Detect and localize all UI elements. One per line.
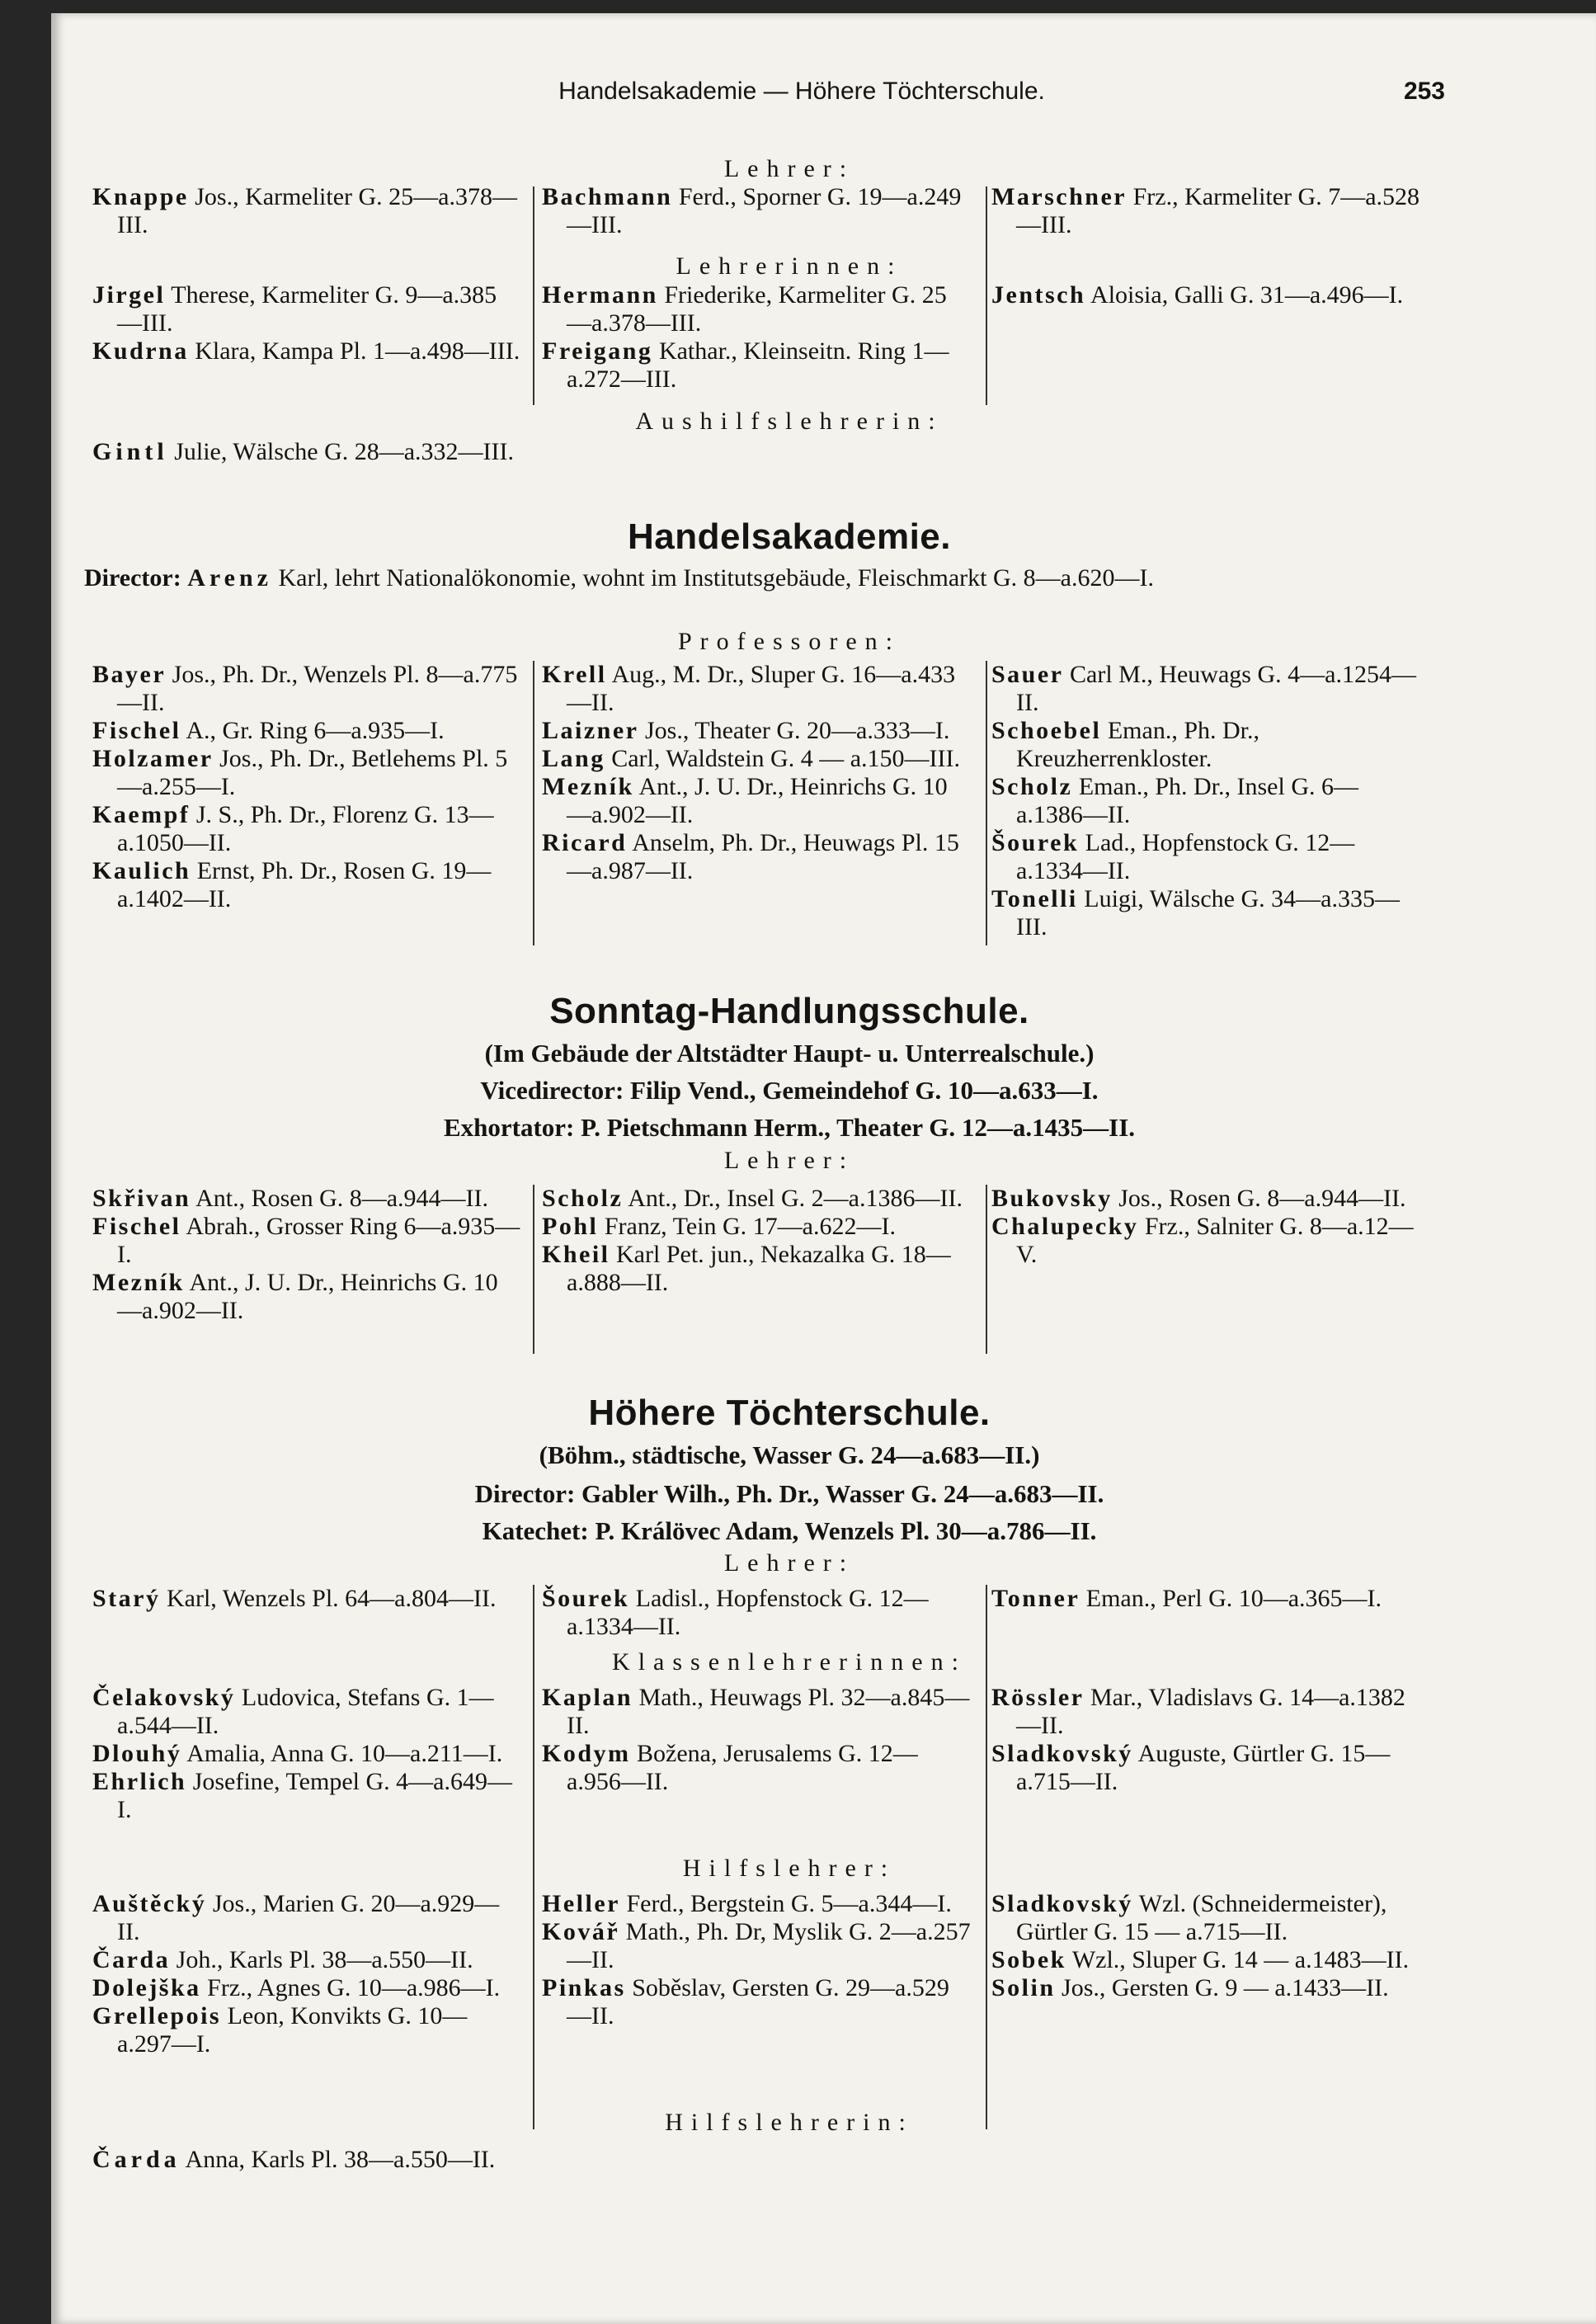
column-rule — [986, 661, 987, 945]
entry-text: Karl, Wenzels Pl. 64—a.804—II. — [167, 1585, 497, 1612]
entry-name: Tonelli — [991, 885, 1078, 912]
entry-name: Skřivan — [92, 1185, 191, 1212]
entry-name: Kaulich — [92, 857, 191, 884]
entry-name: Tonner — [991, 1585, 1080, 1612]
scanned-page — [51, 13, 1596, 2324]
entry-text: Carl M., Heuwags G. 4—a.1254—II. — [1016, 661, 1416, 716]
entry-text: Leon, Konvikts G. 10—a.297—I. — [117, 2002, 468, 2058]
list-item — [542, 717, 971, 745]
s4-kl-col2 — [542, 1684, 971, 1796]
entry-text: Math., Heuwags Pl. 32—a.845—II. — [567, 1684, 970, 1739]
entry-text: Eman., Perl G. 10—a.365—I. — [1085, 1585, 1382, 1612]
entry-text: Ant., J. U. Dr., Heinrichs G. 10—a.902—II. — [117, 1269, 498, 1324]
vicedirector-line: Vicedirector: Filip Vend., Gemeindehof G. 10—a.633—I. — [480, 1076, 1099, 1105]
running-head: Handelsakademie — Höhere Töchterschule. — [558, 78, 1045, 105]
entry-name: Ricard — [542, 829, 628, 856]
list-item — [542, 661, 971, 717]
director-line — [84, 564, 1486, 592]
entry-name: Kudrna — [92, 337, 189, 365]
list-item — [92, 1740, 521, 1768]
entry-name: Knappe — [92, 183, 189, 210]
list-item — [991, 717, 1420, 773]
entry-name: Kovář — [542, 1918, 620, 1945]
heading-lehrerinnen: Lehrerinnen: — [676, 252, 903, 280]
entry-name: Freigang — [542, 337, 653, 365]
entry-text: Ladisl., Hopfenstock G. 12—a.1334—II. — [567, 1585, 929, 1640]
list-item — [542, 1918, 971, 1974]
list-item — [542, 281, 971, 337]
column-rule — [533, 1185, 534, 1354]
entry-name: Šourek — [991, 829, 1080, 856]
list-item — [542, 1585, 971, 1641]
list-item — [542, 773, 971, 829]
heading-klassenlehrerinnen: Klassenlehrerinnen: — [612, 1648, 967, 1676]
entry-name: Jirgel — [92, 281, 166, 309]
s3-col3 — [991, 1185, 1420, 1269]
s1-lehrer-col3 — [991, 183, 1420, 239]
entry-name: Sobek — [991, 1946, 1066, 1973]
entry-name: Laizner — [542, 717, 639, 744]
s2-col2 — [542, 661, 971, 885]
entry-name: Jentsch — [991, 281, 1086, 309]
list-item — [542, 1185, 971, 1213]
entry-text: Math., Ph. Dr, Myslik G. 2—a.257—II. — [567, 1918, 971, 1973]
entry-text: Frz., Agnes G. 10—a.986—I. — [207, 1974, 501, 2001]
entry-text: Karl Pet. jun., Nekazalka G. 18—a.888—II. — [567, 1241, 951, 1296]
entry-text: Frz., Salniter G. 8—a.12—V. — [1016, 1213, 1414, 1268]
entry-name: Bachmann — [542, 183, 673, 210]
heading-professoren: Professoren: — [678, 628, 901, 655]
entry-text: Jos., Ph. Dr., Wenzels Pl. 8—a.775—II. — [117, 661, 518, 716]
entry-text: Ferd., Sporner G. 19—a.249—III. — [567, 183, 962, 238]
s2-col1 — [92, 661, 521, 913]
entry-name: Holzamer — [92, 745, 214, 772]
entry-name: Rössler — [991, 1684, 1085, 1711]
entry-name: Pinkas — [542, 1974, 626, 2001]
list-item — [542, 1241, 971, 1297]
list-item — [991, 1585, 1420, 1613]
list-item — [92, 1213, 521, 1269]
entry-text: Wzl., Sluper G. 14 — a.1483—II. — [1071, 1946, 1410, 1973]
entry-name: Kaempf — [92, 801, 191, 828]
s4-kl-col3 — [991, 1684, 1420, 1796]
entry-text: Josefine, Tempel G. 4—a.649—I. — [117, 1768, 512, 1823]
list-item — [92, 1684, 521, 1740]
entry-text: Jos., Gersten G. 9 — a.1433—II. — [1062, 1974, 1389, 2001]
entry-text: Aug., M. Dr., Sluper G. 16—a.433—II. — [567, 661, 956, 716]
exhortator-line: Exhortator: P. Pietschmann Herm., Theater G. 12—a.1435—II. — [443, 1113, 1136, 1142]
list-item — [92, 281, 521, 337]
list-item — [991, 773, 1420, 829]
s4-lehrer-col2 — [542, 1585, 971, 1641]
list-item — [991, 1740, 1420, 1796]
director-label: Director: — [84, 564, 181, 592]
heading-lehrer-3: Lehrer: — [723, 1549, 855, 1577]
list-item — [542, 337, 971, 394]
director-text: Karl, lehrt Nationalökonomie, wohnt im Institutsgebäude, Fleischmarkt G. 8—a.620—I. — [278, 564, 1154, 592]
entry-text: Amalia, Anna G. 10—a.211—I. — [186, 1740, 503, 1767]
entry-text: Julie, Wälsche G. 28—a.332—III. — [174, 438, 515, 465]
s3-col1 — [92, 1185, 521, 1325]
list-item — [92, 1974, 521, 2002]
entry-name: Fischel — [92, 1213, 181, 1240]
entry-text: Lad., Hopfenstock G. 12—a.1334—II. — [1016, 829, 1355, 884]
entry-text: Kathar., Kleinseitn. Ring 1—a.272—III. — [567, 337, 949, 393]
list-item — [542, 183, 971, 239]
list-item — [542, 1974, 971, 2030]
entry-name: Sladkovský — [991, 1740, 1133, 1767]
entry-name: Fischel — [92, 717, 181, 744]
heading-lehrer-2: Lehrer: — [723, 1147, 855, 1174]
entry-name: Kheil — [542, 1241, 610, 1268]
s4-lehrer-col3 — [991, 1585, 1420, 1613]
entry-name: Kaplan — [542, 1684, 633, 1711]
entry-name: Mezník — [92, 1269, 185, 1296]
s4-hl-col1 — [92, 1890, 521, 2058]
entry-text: Carl, Waldstein G. 4 — a.150—III. — [611, 745, 960, 772]
list-item — [92, 337, 521, 365]
entry-name: Dolejška — [92, 1974, 201, 2001]
list-item — [92, 1585, 521, 1613]
katechet-line: Katechet: P. Králövec Adam, Wenzels Pl. 30—a.786—II. — [482, 1516, 1097, 1545]
entry-text: Frz., Karmeliter G. 7—a.528—III. — [1016, 183, 1420, 238]
entry-text: Jos., Rosen G. 8—a.944—II. — [1118, 1185, 1406, 1212]
list-item — [991, 1974, 1420, 2002]
list-item — [92, 745, 521, 801]
entry-name: Dlouhý — [92, 1740, 182, 1767]
entry-text: Franz, Tein G. 17—a.622—I. — [604, 1213, 896, 1240]
page-number: 253 — [1403, 78, 1445, 105]
list-item — [92, 2002, 521, 2058]
entry-name: Kodym — [542, 1740, 631, 1767]
list-item — [542, 1684, 971, 1740]
entry-name: Mezník — [542, 773, 634, 800]
column-rule — [986, 1185, 987, 1354]
list-item — [542, 1740, 971, 1796]
entry-name: Lang — [542, 745, 605, 772]
column-rule — [533, 661, 534, 945]
list-item — [991, 1213, 1420, 1269]
sonntag-subtitle: (Im Gebäude der Altstädter Haupt- u. Unterrealschule.) — [484, 1039, 1095, 1068]
entry-text: J. S., Ph. Dr., Florenz G. 13—a.1050—II. — [117, 801, 494, 856]
list-item — [92, 857, 521, 913]
entry-name: Sauer — [991, 661, 1064, 688]
heading-aushilfslehrerin: Aushilfslehrerin: — [635, 408, 944, 435]
entry-text: Ant., J. U. Dr., Heinrichs G. 10—a.902—II. — [567, 773, 948, 828]
list-item — [92, 661, 521, 717]
aushilf-entry — [92, 438, 514, 466]
entry-text: Ant., Dr., Insel G. 2—a.1386—II. — [628, 1185, 963, 1212]
entry-name: Gintl — [92, 438, 168, 465]
list-item — [542, 745, 971, 773]
list-item — [92, 1269, 521, 1325]
entry-name: Grellepois — [92, 2002, 222, 2029]
section-title-sonntag: Sonntag-Handlungsschule. — [549, 991, 1029, 1031]
entry-text: Auguste, Gürtler G. 15—a.715—II. — [1016, 1740, 1391, 1795]
entry-name: Sladkovský — [991, 1890, 1133, 1917]
entry-name: Bukovsky — [991, 1185, 1113, 1212]
entry-name: Solin — [991, 1974, 1056, 2001]
entry-name: Krell — [542, 661, 607, 688]
s1-lehrer-col2 — [542, 183, 971, 239]
entry-text: Božena, Jerusalems G. 12—a.956—II. — [567, 1740, 918, 1795]
s1-lehrerinnen-col2 — [542, 281, 971, 394]
entry-name: Šourek — [542, 1585, 630, 1612]
entry-text: Jos., Theater G. 20—a.333—I. — [644, 717, 950, 744]
entry-name: Scholz — [991, 773, 1073, 800]
list-item — [542, 1213, 971, 1241]
list-item — [991, 1890, 1420, 1946]
list-item — [92, 717, 521, 745]
s4-hl-col3 — [991, 1890, 1420, 2002]
entry-text: Ferd., Bergstein G. 5—a.344—I. — [626, 1890, 952, 1917]
entry-text: Soběslav, Gersten G. 29—a.529—II. — [567, 1974, 949, 2029]
entry-text: Jos., Karmeliter G. 25—a.378—III. — [117, 183, 517, 238]
entry-name: Ehrlich — [92, 1768, 187, 1795]
column-rule — [986, 1585, 987, 2129]
list-item — [991, 281, 1420, 309]
heading-hilfslehrerin: Hilfslehrerin: — [665, 2109, 914, 2136]
entry-text: Anselm, Ph. Dr., Heuwags Pl. 15—a.987—II. — [567, 829, 959, 884]
list-item — [92, 1185, 521, 1213]
list-item — [92, 1768, 521, 1824]
director-name: Arenz — [187, 564, 272, 592]
entry-name: Hermann — [542, 281, 658, 309]
heading-lehrer: Lehrer: — [723, 155, 855, 182]
column-rule — [533, 1585, 534, 2129]
entry-name: Scholz — [542, 1185, 624, 1212]
section-title-handelsakademie: Handelsakademie. — [628, 516, 951, 557]
director-line-2: Director: Gabler Wilh., Ph. Dr., Wasser G. 24—a.683—II. — [474, 1479, 1104, 1508]
entry-name: Čarda — [92, 2146, 181, 2173]
list-item — [542, 1890, 971, 1918]
list-item — [991, 885, 1420, 941]
entry-name: Marschner — [991, 183, 1128, 210]
entry-text: Ant., Rosen G. 8—a.944—II. — [195, 1185, 489, 1212]
entry-text: Eman., Ph. Dr., Kreuzherrenkloster. — [1016, 717, 1260, 772]
column-rule — [533, 186, 534, 405]
entry-text: Ludovica, Stefans G. 1—a.544—II. — [117, 1684, 494, 1739]
entry-text: Anna, Karls Pl. 38—a.550—II. — [185, 2146, 496, 2173]
entry-name: Bayer — [92, 661, 167, 688]
entry-name: Čarda — [92, 1946, 171, 1973]
entry-text: Luigi, Wälsche G. 34—a.335—III. — [1016, 885, 1400, 940]
entry-text: Jos., Ph. Dr., Betlehems Pl. 5—a.255—I. — [117, 745, 508, 800]
s1-lehrer-col1 — [92, 183, 521, 239]
list-item — [542, 829, 971, 885]
entry-text: Mar., Vladislavs G. 14—a.1382—II. — [1016, 1684, 1405, 1739]
entry-text: Aloisia, Galli G. 31—a.496—I. — [1090, 281, 1404, 309]
entry-text: Joh., Karls Pl. 38—a.550—II. — [176, 1946, 473, 1973]
s4-kl-col1 — [92, 1684, 521, 1824]
s4-lehrer-col1 — [92, 1585, 521, 1613]
list-item — [991, 1946, 1420, 1974]
s3-col2 — [542, 1185, 971, 1297]
list-item — [92, 801, 521, 857]
entry-text: Wzl. (Schneidermeister), Gürtler G. 15 — a.715—II. — [1016, 1890, 1387, 1945]
entry-name: Schoebel — [991, 717, 1102, 744]
entry-text: Ernst, Ph. Dr., Rosen G. 19—a.1402—II. — [117, 857, 492, 912]
entry-text: Therese, Karmeliter G. 9—a.385—III. — [117, 281, 497, 337]
hilfslehrerin-entry — [92, 2146, 495, 2174]
entry-text: A., Gr. Ring 6—a.935—I. — [186, 717, 445, 744]
list-item — [991, 661, 1420, 717]
toechterschule-subtitle: (Böhm., städtische, Wasser G. 24—a.683—II.) — [539, 1440, 1040, 1469]
list-item — [92, 1890, 521, 1946]
column-rule — [986, 186, 987, 405]
list-item — [991, 183, 1420, 239]
entry-name: Pohl — [542, 1213, 599, 1240]
entry-text: Eman., Ph. Dr., Insel G. 6—a.1386—II. — [1016, 773, 1358, 828]
list-item — [991, 829, 1420, 885]
list-item — [991, 1185, 1420, 1213]
entry-name: Starý — [92, 1585, 161, 1612]
entry-name: Heller — [542, 1890, 620, 1917]
s1-lehrerinnen-col1 — [92, 281, 521, 365]
section-title-toechterschule: Höhere Töchterschule. — [588, 1393, 991, 1433]
entry-name: Chalupecky — [991, 1213, 1139, 1240]
list-item — [92, 1946, 521, 1974]
entry-text: Jos., Marien G. 20—a.929—II. — [117, 1890, 500, 1945]
s1-lehrerinnen-col3 — [991, 281, 1420, 309]
entry-text: Abrah., Grosser Ring 6—a.935—I. — [117, 1213, 520, 1268]
list-item — [991, 1684, 1420, 1740]
entry-name: Čelakovský — [92, 1684, 236, 1711]
entry-text: Klara, Kampa Pl. 1—a.498—III. — [195, 337, 520, 365]
s2-col3 — [991, 661, 1420, 941]
heading-hilfslehrer: Hilfslehrer: — [682, 1855, 897, 1882]
entry-text: Friederike, Karmeliter G. 25—a.378—III. — [567, 281, 947, 337]
list-item — [92, 183, 521, 239]
s4-hl-col2 — [542, 1890, 971, 2030]
entry-name: Auštěcký — [92, 1890, 207, 1917]
